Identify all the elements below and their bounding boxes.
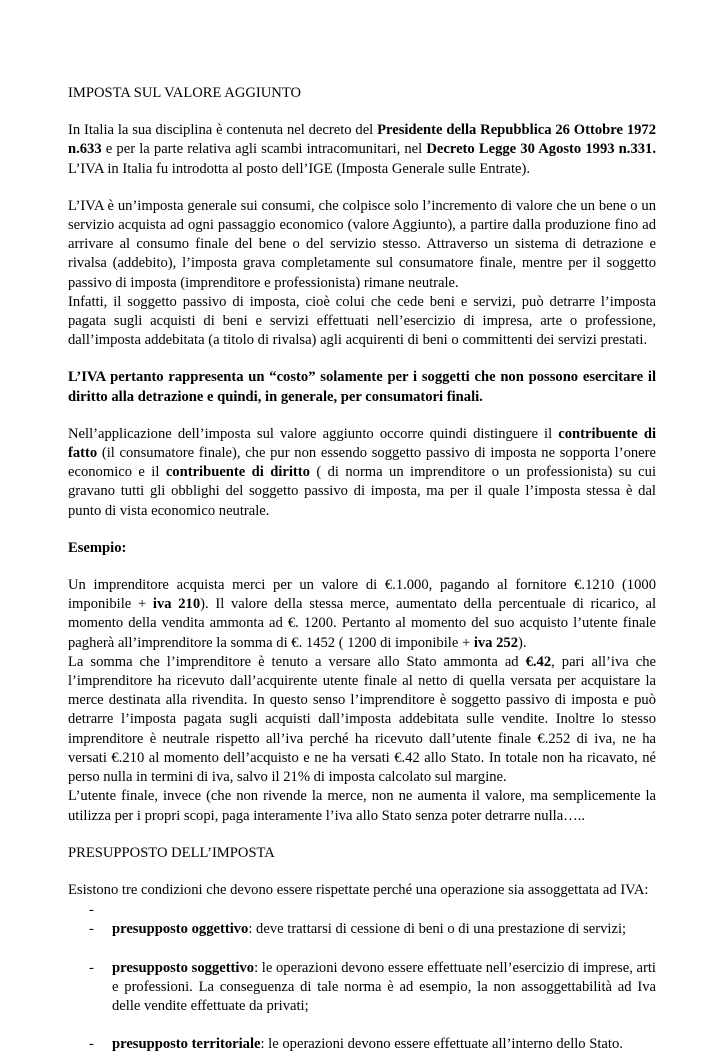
list-item-empty [68,901,656,920]
paragraph-deduction: Infatti, il soggetto passivo di imposta, cioè colui che cede beni e servizi, può detrarre l’imposta pagata sugli acquisti di beni e servizi effettuati nell’esercizio di impresa, arte o professione, dall’imposta addebitata (a titolo di rivalsa) agli acquirenti di beni o committenti dei servizi prestati. [68,293,656,349]
dash-bullet: - [89,1036,94,1053]
text: Un imprenditore acquista merci per un valore di €.1.000, pagando al fornitore €.1210 (1000 imponibile + [68,577,656,613]
bold-text: iva 210 [152,596,201,613]
paragraph-example-state [68,653,656,787]
example-heading [68,539,656,558]
paragraph-example-purchase [68,576,656,653]
text: L’IVA in Italia fu introdotta al posto dell’IGE (Imposta Generale sulle Entrate). [68,160,531,177]
list-item-objective [68,920,656,939]
bold-text: Decreto Legge 30 Agosto 1993 n.331. [426,141,656,158]
dash-bullet: - [89,921,94,938]
term: presupposto territoriale [112,1036,261,1053]
text: ( di norma un imprenditore o un professionista) su cui gravano tutti gli obblighi del soggetto passivo di imposta, ma per il quale l’imposta stessa è dal punto di vista economico neutrale. [68,464,657,519]
term: presupposto soggettivo [112,959,255,976]
paragraph-definition: L’IVA è un’imposta generale sui consumi, che colpisce solo l’incremento di valore che un bene o un servizio acquista ad ogni passaggio economico (valore Aggiunto), a partire dalla produzione fino ad arrivare al consumo finale del bene o del servizio stesso. Attraverso un sistema di detrazione e rivalsa (addebito), l’imposta grava completamente sul consumatore finale, mentre per il soggetto passivo di imposta (imprenditore e professionista) rimane neutrale. [68,197,656,291]
text: La somma che l’imprenditore è tenuto a versare allo Stato ammonta ad [68,653,526,670]
section-title: PRESUPPOSTO DELL’IMPOSTA [68,844,275,861]
bold-text: €.42 [525,653,552,670]
text: ). [518,634,527,651]
text: In Italia la sua disciplina è contenuta nel decreto del [68,122,378,139]
text: : deve trattarsi di cessione di beni o di una prestazione di servizi; [248,921,627,938]
text: (il consumatore finale), che pur non essendo soggetto passivo di imposta ne sopporta l’onere economico e il [68,445,656,481]
text: , pari all’iva che l’imprenditore ha ricevuto dall’acquirente utente finale al netto di quella versata per acquistare la merce destinata alla rivendita. In questo senso l’imprenditore è soggetto passivo di imposta e può detrarre l’imposta pagata sugli acquisti dall’imposta addebitata sulle vendite. Inoltre lo stesso imprenditore è neutrale rispetto all’iva perché ha ricevuto dall’utente finale €.252 di iva, ne ha versati €.210 al momento dell’acquisto e ne ha versati €.42 allo Stato. In totale non ha ricavato, né perso nulla in termini di iva, salvo il 21% di imposta calcolato sul margine. [68,653,656,786]
conditions-list [68,901,656,1054]
paragraph-final-user: L’utente finale, invece (che non rivende la merce, non ne aumenta il valore, ma semplicemente la utilizza per i propri scopi, paga interamente l’iva allo Stato senza poter detrarre nulla….. [68,788,656,824]
bold-text: contribuente di diritto [165,464,310,481]
text: ). Il valore della stessa merce, aumentato della percentuale di ricarico, al momento della vendita ammonta ad €. 1200. Pertanto al momento del suo acquisto l’utente finale pagherà all’imprenditore la somma di €. 1452 ( 1200 di imponibile + [68,596,657,651]
bold-text: L’IVA pertanto rappresenta un “costo” solamente per i soggetti che non possono esercitare il diritto alla detrazione e quindi, in generale, per consumatori finali. [68,369,656,405]
bold-text: Esempio: [68,539,127,556]
dash-bullet: - [89,902,94,919]
document-title: IMPOSTA SUL VALORE AGGIUNTO [68,85,302,101]
term: presupposto oggettivo [112,921,249,938]
text: Nell’applicazione dell’imposta sul valore aggiunto occorre quindi distinguere il [68,425,559,442]
bold-text: iva 252 [473,634,519,651]
list-item-territorial [68,1035,656,1054]
text: : le operazioni devono essere effettuate all’interno dello Stato. [260,1036,623,1053]
paragraph-cost-bold [68,368,656,406]
text: e per la parte relativa agli scambi intracomunitari, nel [101,141,427,158]
bold-text: Presidente della Repubblica 26 Ottobre 1972 n.633 [68,122,657,158]
list-item-subjective [68,959,656,1017]
paragraph-legal-basis [68,121,656,179]
text: : le operazioni devono essere effettuate nell’esercizio di imprese, arti e professioni. La conseguenza di tale norma è ad esempio, la non assoggettabilità ad Iva delle vendite effettuate da privati; [112,959,656,1014]
dash-bullet: - [89,959,94,976]
paragraph-contributors [68,425,656,521]
paragraph-conditions-intro: Esistono tre condizioni che devono essere rispettate perché una operazione sia assoggettata ad IVA: [68,881,649,898]
bold-text: contribuente di fatto [68,425,657,462]
